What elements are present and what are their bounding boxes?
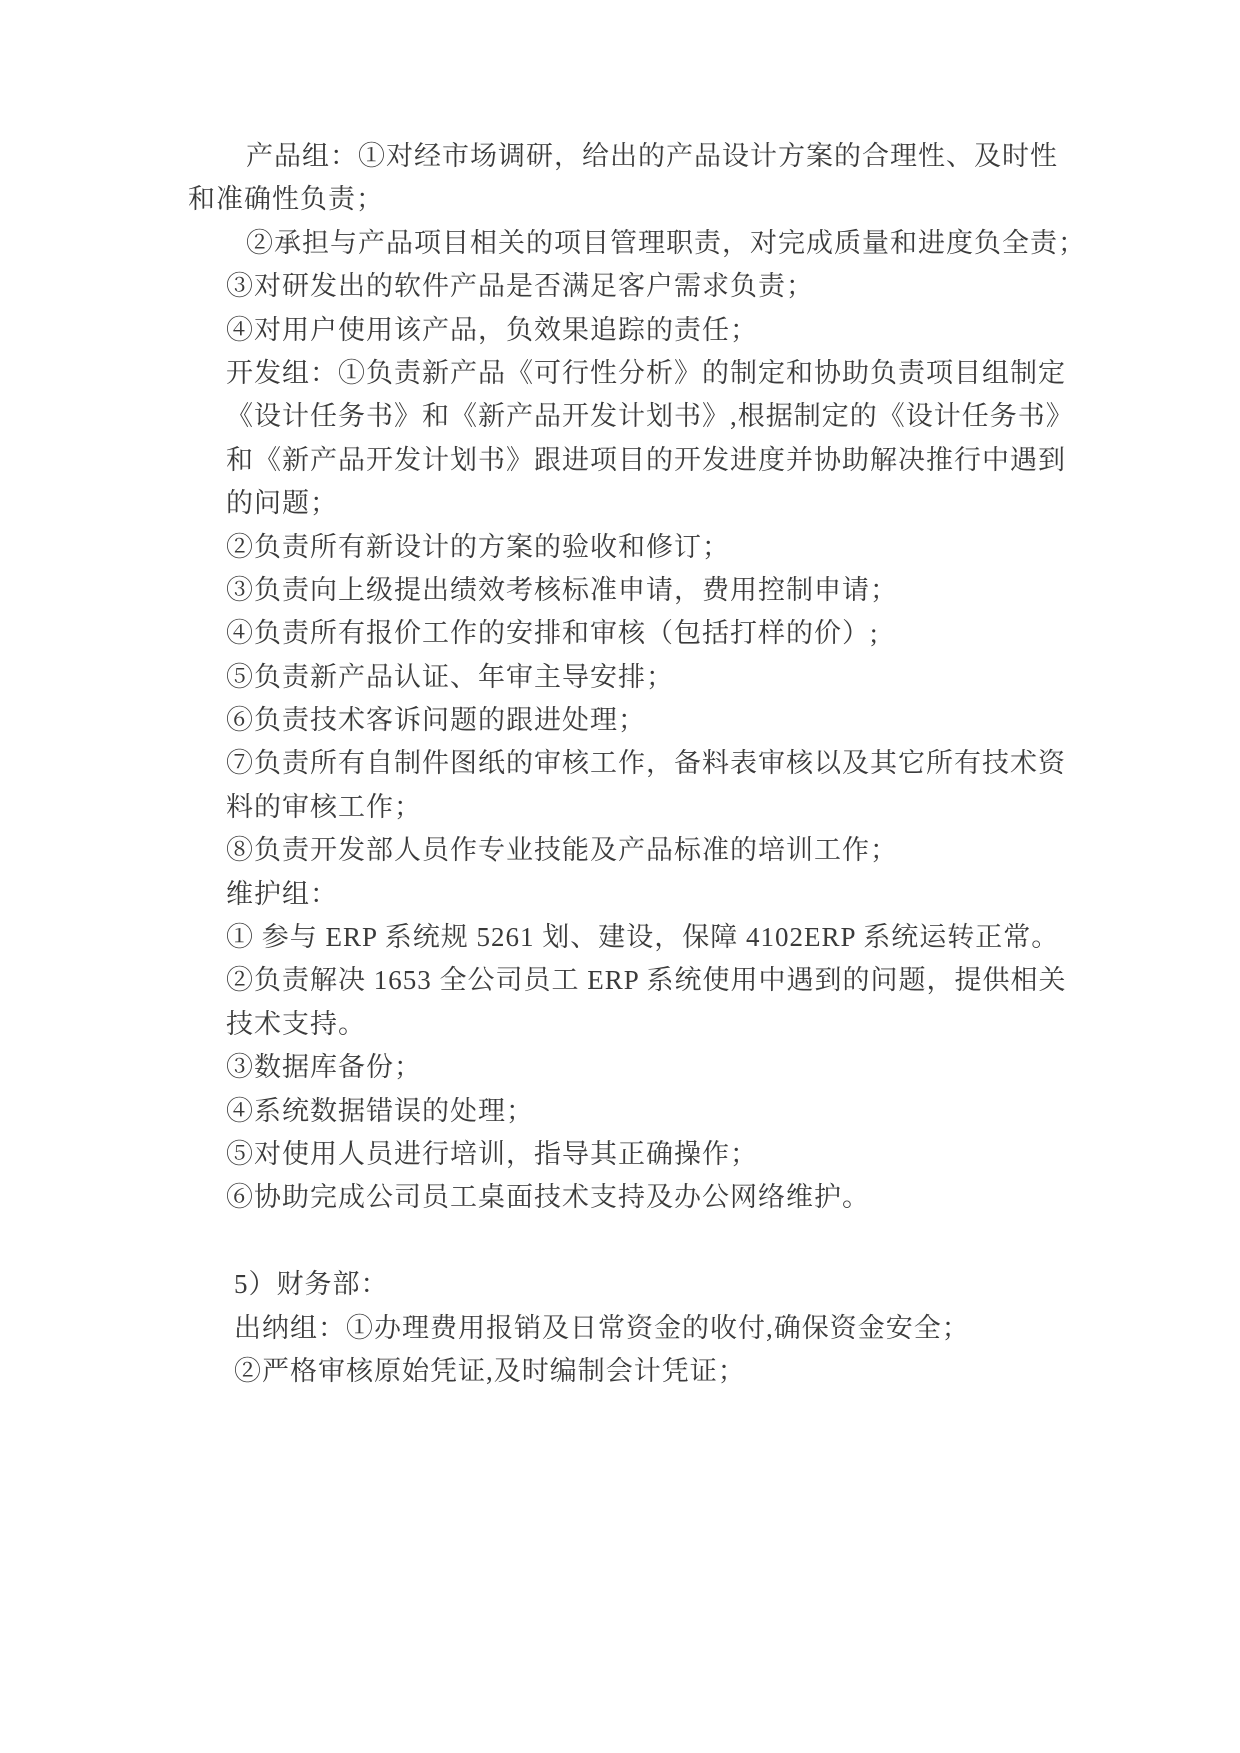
text-line: ⑥协助完成公司员工桌面技术支持及办公网络维护。 (226, 1182, 870, 1213)
text-line: 的问题； (226, 488, 338, 519)
text-line: ③对研发出的软件产品是否满足客户需求负责； (226, 271, 814, 302)
text-line: ③负责向上级提出绩效考核标准申请，费用控制申请； (226, 574, 898, 605)
text-line: ④系统数据错误的处理； (226, 1095, 534, 1126)
text-line: ⑤对使用人员进行培训，指导其正确操作； (226, 1138, 758, 1169)
text-line: ⑧负责开发部人员作专业技能及产品标准的培训工作； (226, 835, 898, 866)
text-line: 出纳组：①办理费用报销及日常资金的收付,确保资金安全； (234, 1312, 970, 1343)
text-line: ④负责所有报价工作的安排和审核（包括打样的价）; (226, 618, 879, 649)
text-line: ②承担与产品项目相关的项目管理职责，对完成质量和进度负全责； (246, 227, 1086, 258)
document-body (188, 135, 1128, 1393)
text-line: 维护组： (226, 878, 338, 909)
text-line: 和《新产品开发计划书》跟进项目的开发进度并协助解决推行中遇到 (226, 444, 1066, 475)
text-line: ⑦负责所有自制件图纸的审核工作，备料表审核以及其它所有技术资 (226, 748, 1066, 779)
text-line: 产品组：①对经市场调研，给出的产品设计方案的合理性、及时性 (246, 141, 1058, 171)
text-line: 和准确性负责； (188, 184, 384, 215)
text-line: 《设计任务书》和《新产品开发计划书》,根据制定的《设计任务书》 (226, 401, 1074, 432)
text-line: 技术支持。 (226, 1008, 366, 1039)
blank-line (188, 1220, 1128, 1263)
text-line: ③数据库备份； (226, 1052, 422, 1083)
text-line: ②负责解决 1653 全公司员工 ERP 系统使用中遇到的问题，提供相关 (226, 965, 1067, 996)
text-line: ⑤负责新产品认证、年审主导安排； (226, 661, 674, 692)
text-line: 料的审核工作； (226, 791, 422, 822)
text-line: 5）财务部： (234, 1269, 389, 1300)
text-line: 开发组：①负责新产品《可行性分析》的制定和协助负责项目组制定 (226, 357, 1066, 388)
text-line: ④对用户使用该产品，负效果追踪的责任； (226, 314, 758, 345)
text-line: ②负责所有新设计的方案的验收和修订； (226, 531, 730, 562)
text-line: ⑥负责技术客诉问题的跟进处理； (226, 705, 646, 736)
text-line: ②严格审核原始凭证,及时编制会计凭证； (234, 1355, 746, 1386)
text-line: ① 参与 ERP 系统规 5261 划、建设，保障 4102ERP 系统运转正常。 (226, 922, 1060, 953)
